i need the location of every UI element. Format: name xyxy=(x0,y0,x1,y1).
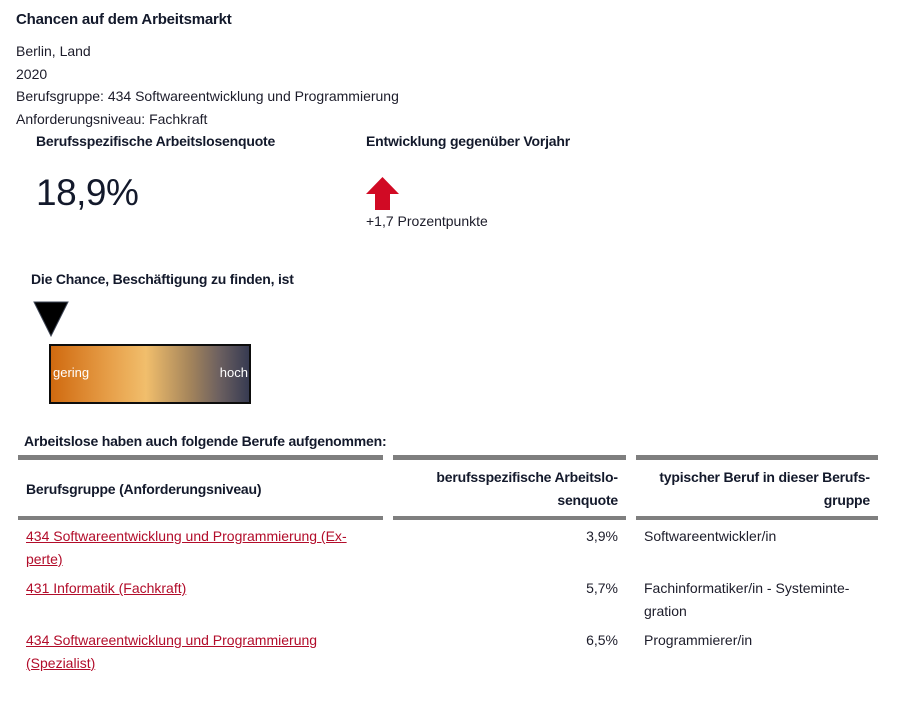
gauge-low-label: gering xyxy=(53,365,90,380)
chance-gauge xyxy=(49,344,251,404)
column-header-group: Berufsgruppe (Anforderungsniveau) xyxy=(18,455,383,520)
table-row xyxy=(18,624,878,676)
job-cell: Softwareentwickler/in xyxy=(644,528,777,544)
table-header-row xyxy=(18,455,878,520)
region-text: Berlin, Land xyxy=(16,43,91,59)
arrow-up-icon xyxy=(366,177,399,210)
trend-label: Entwicklung gegenüber Vorjahr xyxy=(366,133,570,149)
rate-cell: 6,5% xyxy=(586,632,618,648)
column-header-job: typischer Beruf in dieser Berufsgruppe xyxy=(636,455,878,520)
table-row xyxy=(18,520,878,572)
chance-label: Die Chance, Beschäftigung zu finden, ist xyxy=(31,271,294,287)
trend-value: +1,7 Prozentpunkte xyxy=(366,213,488,229)
year-text: 2020 xyxy=(16,66,48,82)
quote-value: 18,9% xyxy=(36,172,139,213)
group-link[interactable]: 434 Softwareentwicklung und Programmierung (Experte) xyxy=(26,528,347,567)
rate-cell: 3,9% xyxy=(586,528,618,544)
anforderungsniveau-text: Anforderungsniveau: Fachkraft xyxy=(16,111,208,127)
rate-cell: 5,7% xyxy=(586,580,618,596)
pointer-triangle-icon xyxy=(33,301,69,337)
table-row xyxy=(18,572,878,624)
berufsgruppe-text: Berufsgruppe: 434 Softwareentwicklung und Programmierung xyxy=(16,88,399,104)
quote-label: Berufsspezifische Arbeitslosenquote xyxy=(36,133,276,149)
alternatives-table xyxy=(8,455,888,676)
job-cell: Fachinformatiker/in - Systemintegration xyxy=(644,580,850,619)
column-header-rate: berufsspezifische Arbeitslosenquote xyxy=(393,455,626,520)
page-title: Chancen auf dem Arbeitsmarkt xyxy=(16,11,232,28)
gauge-high-label: hoch xyxy=(219,365,248,380)
job-cell: Programmierer/in xyxy=(644,632,753,648)
group-link[interactable]: 434 Softwareentwicklung und Programmierung (Spezialist) xyxy=(26,632,318,671)
group-link[interactable]: 431 Informatik (Fachkraft) xyxy=(26,580,187,596)
alternatives-title: Arbeitslose haben auch folgende Berufe aufgenommen: xyxy=(24,433,387,449)
